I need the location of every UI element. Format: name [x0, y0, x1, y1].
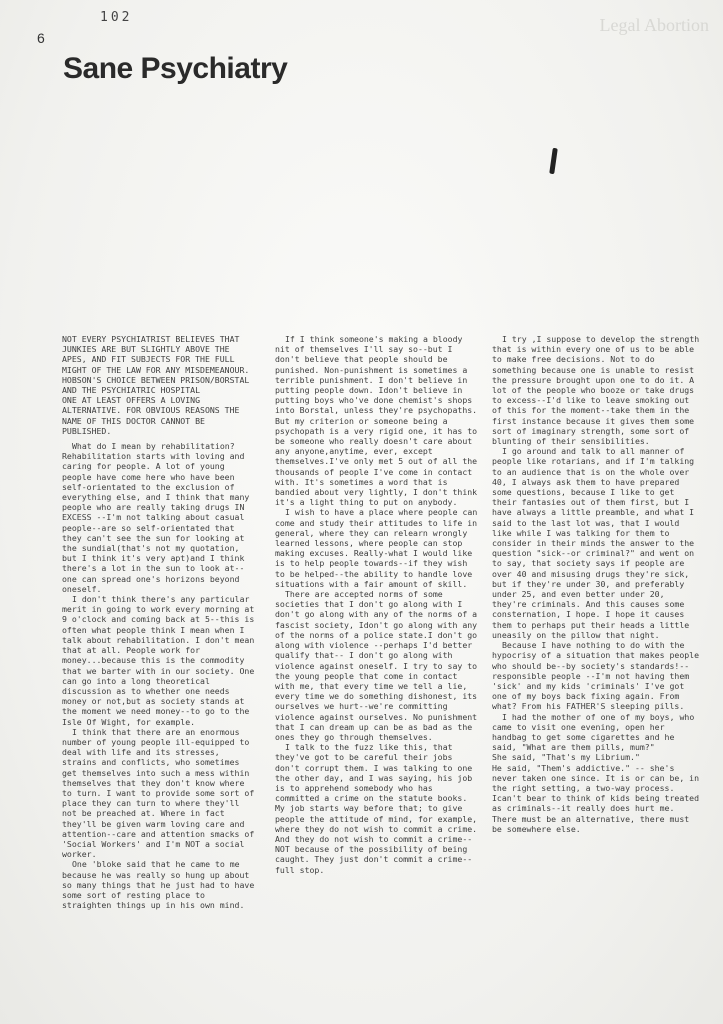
body-paragraph: I talk to the fuzz like this, that they've got to be careful their jobs don't corrupt them. I was talking to one the other day, and I was saying, his job is to apprehend somebody who has committed a crime on the statute books. My job starts way before that; to give people the attitude of mind, for example, where they do not wish to commit a crime. And they do not wish to commit a crime--NOT because of the possibility of being caught. They just don't commit a crime--full stop.: [275, 742, 478, 875]
folio-number: 102: [100, 10, 133, 25]
body-paragraph: She said, "That's my Librium.": [492, 752, 640, 763]
body-paragraph: I had the mother of one of my boys, who came to visit one evening, open her handbag to get some cigarettes and he said, "What are them pills, mum?": [492, 711, 695, 753]
body-paragraph: One 'bloke said that he came to me because he was really so hung up about so many things that he just had to have some sort of resting place to straighten things up in his own mind.: [62, 859, 255, 911]
intro-paragraph: NOT EVERY PSYCHIATRIST BELIEVES THAT JUNKIES ARE BUT SLIGHTLY ABOVE THE APES, AND FIT SUBJECTS FOR THE FULL MIGHT OF THE LAW FOR ANY MISDEMEANOUR. HOBSON'S CHOICE BETWEEN PRISON/BORSTAL AND THE PSYCHIATRIC HOSPITAL: [62, 334, 250, 396]
bleed-through-text: Legal Abortion: [599, 15, 709, 35]
body-paragraph: There are accepted norms of some societies that I don't go along with I don't go along with any of the norms of a fascist society, Idon't go along with any of the norms of a police state.I don't go along with violence --perhaps I'd better qualify that-- I don't go along with violence against oneself. I try to say to the young people that come in contact with me, that every time we tell a lie, every time we do something dishonest, its ourselves we hurt--we're committing violence against ourselves. No punishment that I can dream up can be as bad as the ones they go through themselves.: [275, 589, 478, 742]
column-1: [62, 334, 258, 910]
article-title: Sane Psychiatry: [63, 52, 288, 85]
column-3: [492, 334, 700, 834]
body-paragraph: I wish to have a place where people can come and study their attitudes to life in general, where they can relearn wrongly learned lessons, where people can stop making excuses. Really-what I would like is to help people towards--if they wish to be helped--the ability to handle love situations with a fair amount of skill.: [275, 507, 478, 589]
body-paragraph: I go around and talk to all manner of people like rotarians, and if I'm talking to an audience that is on the whole over 40, I always ask them to have prepared some questions, because I like to get their fantasies out of them first, but I have always a little preamble, and what I said to the last lot was, that I would like while I was talking for them to consider in their minds the answer to the question "sick--or criminal?" and went on to say, that society says if people are over 40 and misusing drugs they're sick, but if they're under 30, and preferably under 25, and even better under 20, they're criminals. And this causes some consternation, I hope. I hope it causes them to perhaps put their heads a little uneasily on the pillow that night.: [492, 446, 695, 640]
column-2: [275, 334, 482, 875]
body-paragraph: I don't think there's any particular merit in going to work every morning at 9 o'clock and coming back at 5--this is often what people think I mean when I talk about rehabilitation. I don't mean that at all. People work for money...because this is the commodity that we barter with in our society. One can go into a long theoretical discussion as to whether one needs money or not,but as society stands at the moment we need money--to go to the Isle Of Wight, for example.: [62, 594, 255, 727]
body-paragraph: What do I mean by rehabilitation? Rehabilitation starts with loving and caring for people. A lot of young people have come here who have been self-orientated to the exclusion of everything else, and I think that many people who are really taking drugs IN EXCESS --I'm not talking about casual people--are so self-orientated that they can't see the sun for looking at the sundial(that's not my quotation, but I think it's very apt)and I think there's a lot in the sun to look at--one can spread one's horizons beyond oneself.: [62, 441, 250, 594]
body-paragraph: I try ,I suppose to develop the strength that is within every one of us to be able to make free decisions. Not to do something because one is unable to resist the pressure brought upon one to do it. A lot of the people who booze or take drugs to excess--I'd like to leave smoking out of this for the moment--take them in the first instance because it gives them some sort of imaginary strength, some sort of blunting of their sensibilities.: [492, 334, 700, 447]
body-paragraph: I think that there are an enormous number of young people ill-equipped to deal with life and its stresses, strains and conflicts, who sometimes get themselves into such a mess within themselves that they don't know where to turn. I want to provide some sort of place they can turn to where they'll not be preached at. Where in fact they'll be given warm loving care and attention--care and attention smacks of 'Social Workers' and I'm NOT a social worker.: [62, 726, 255, 860]
body-paragraph: If I think someone's making a bloody nit of themselves I'll say so--but I don't believe that people should be punished. Non-punishment is sometimes a terrible punishment. I don't believe in putting people down. Idon't believe in putting boys who've done chemist's shops into Borstal, unless they're psychopaths. But my criterion or someone being a psychopath is a very rigid one, it has to be someone who really doesn't care about any anyone,anytime, ever, except themselves.I've only met 5 out of all the thousands of people I've come in contact with. It's sometimes a word that is bandied about very lightly, I don't think it's a light thing to put on anybody.: [275, 334, 478, 508]
intro-paragraph-2: ONE AT LEAST OFFERS A LOVING ALTERNATIVE. FOR OBVIOUS REASONS THE NAME OF THIS DOCTOR CANNOT BE PUBLISHED.: [62, 395, 240, 436]
body-paragraph: He said, "Them's addictive." -- she's never taken one since. It is or can be, in the right setting, a two-way process. Ican't bear to think of kids being treated as criminals--it really does hurt me. There must be an alternative, there must be somewhere else.: [492, 762, 700, 834]
page-number: 6: [37, 30, 45, 46]
body-paragraph: Because I have nothing to do with the hypocrisy of a situation that makes people who should be--by society's standards!--responsible people --I'm not having them 'sick' and my kids 'criminals' I've got one of my boys back fixing again. From what? From his FATHER'S sleeping pills.: [492, 640, 700, 712]
